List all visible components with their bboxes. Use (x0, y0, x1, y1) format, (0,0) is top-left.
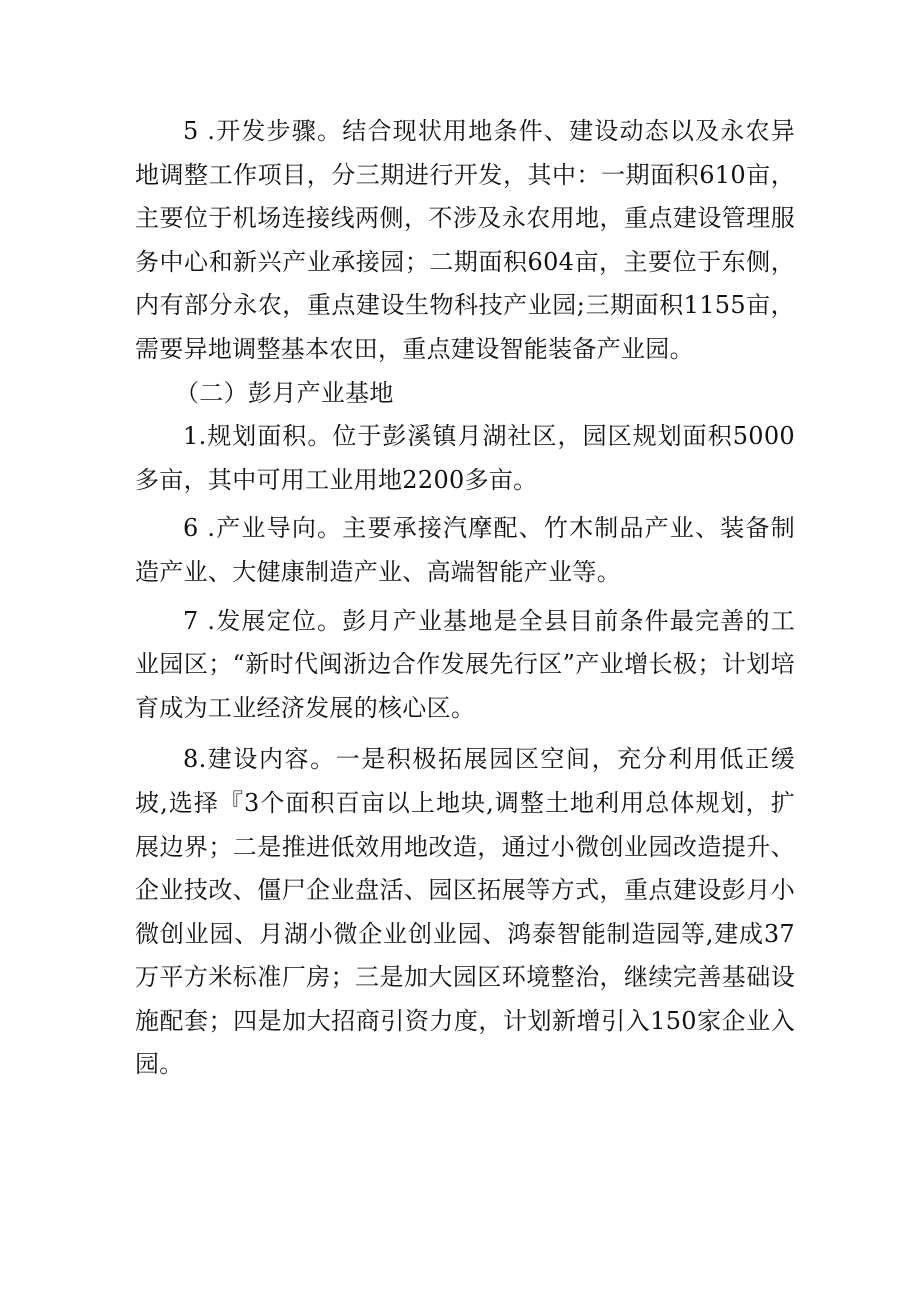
paragraph-development-steps: 5 .开发步骤。结合现状用地条件、建设动态以及永农异地调整工作项目，分三期进行开发，其中：一期面积610亩，主要位于机场连接线两侧，不涉及永农用地，重点建设管理服务中心和新兴产业承接园；二期面积604亩，主要位于东侧，内有部分永农，重点建设生物科技产业园;三期面积1155亩，需要异地调整基本农田，重点建设智能装备产业园。 (135, 117, 795, 363)
paragraph-construction-content: 8.建设内容。一是积极拓展园区空间，充分利用低正缓坡,选择『3个面积百亩以上地块,调整土地利用总体规划，扩展边界；二是推进低效用地改造，通过小微创业园改造提升、企业技改、僵尸企业盘活、园区拓展等方式，重点建设彭月小微创业园、月湖小微企业创业园、鸿泰智能制造园等,建成37万平方米标准厂房；三是加大园区环境整治，继续完善基础设施配套；四是加大招商引资力度，计划新增引入150家企业入园。 (135, 745, 795, 1079)
paragraph-industry-orientation: 6 .产业导向。主要承接汽摩配、竹木制品产业、装备制造产业、大健康制造产业、高端智能产业等。 (135, 514, 795, 586)
section-heading-pengyue-base: （二）彭月产业基地 (175, 378, 394, 407)
document-body (135, 110, 795, 1087)
paragraph-planned-area: 1.规划面积。位于彭溪镇月湖社区，园区规划面积5000多亩，其中可用工业用地2200多亩。 (135, 422, 795, 494)
paragraph-development-positioning: 7 .发展定位。彭月产业基地是全县目前条件最完善的工业园区；“新时代闽浙边合作发展先行区”产业增长极；计划培育成为工业经济发展的核心区。 (135, 606, 795, 722)
